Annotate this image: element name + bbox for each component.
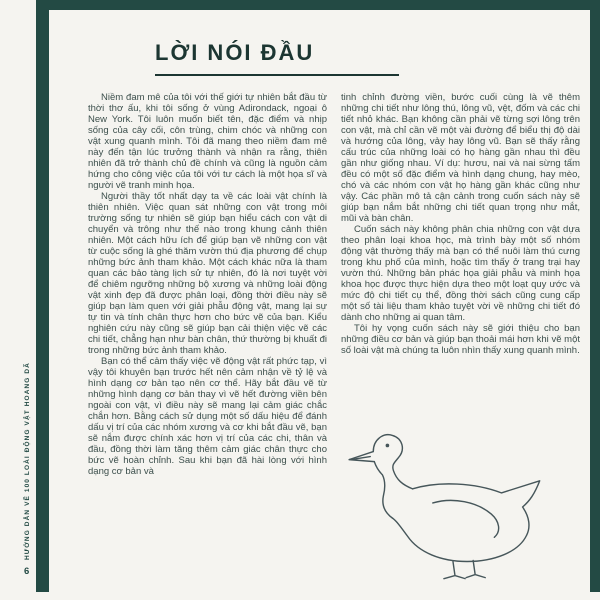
paragraph: Bạn có thể cảm thấy việc vẽ động vật rất phức tạp, vì vậy tôi khuyên bạn trước hết nên cảm nhận về tỷ lệ và hình dạng cơ bản tạo nên cơ thể. Hãy bắt đầu vẽ từ những hình dạng cơ bản thay vì vẽ hết đường viền bên ngoài con vật, vì điều này sẽ mang lại cảm giác chắc chắn hơn. Bằng cách sử dụng một số dấu hiệu để đánh dấu vị trí của các nhóm xương và cơ khi bắt đầu vẽ, bạn sẽ nắm được chính xác hơn vị trí của các chi, thân và đầu, đồng thời làm tăng thêm cảm giác chân thực cho bức vẽ hoàn chỉnh. Sau khi bạn đã hài lòng với hình dạng cơ bản và bbox=[88, 356, 327, 477]
paragraph: Tôi hy vọng cuốn sách này sẽ giới thiệu cho bạn những điều cơ bản và giúp bạn thoải mái hơn khi vẽ một số loài vật mà chúng ta luôn nhìn thấy xung quanh mình. bbox=[341, 323, 580, 356]
paragraph: Người thầy tốt nhất dạy ta về các loài vật chính là thiên nhiên. Việc quan sát những con vật trong môi trường sống tự nhiên sẽ giúp bạn hiểu cách con vật di chuyển và trông như thế nào trong khung cảnh thiên nhiên. Một cách hữu ích để giúp bạn vẽ những con vật từ cuộc sống là ghé thăm vườn thú địa phương để chụp những bức ảnh tham khảo. Một cách khác nữa là tham quan các bảo tàng lịch sử tự nhiên, đó là nơi tuyệt vời để chiêm ngưỡng những bộ xương và những loài động vật xinh đẹp đã được phân loại, đồng thời điều này sẽ giúp bạn làm quen với giải phẫu động vật, mang lại sự tự tin và tính chân thực hơn cho bức vẽ của bạn. Kiểu nghiên cứu này cũng sẽ giúp bạn cải thiện việc vẽ các chi tiết, chẳng hạn như bàn chân, thứ thường bị khuất đi trong những bức ảnh tham khảo. bbox=[88, 191, 327, 356]
spine-title: HƯỚNG DẪN VẼ 100 LOÀI ĐỘNG VẬT HOANG DÃ bbox=[24, 362, 31, 560]
left-column bbox=[88, 92, 327, 477]
top-border bbox=[36, 0, 600, 10]
page-number: 6 bbox=[24, 566, 30, 577]
title-block bbox=[155, 40, 399, 76]
duck-illustration bbox=[340, 424, 572, 586]
paragraph: tinh chỉnh đường viền, bước cuối cùng là vẽ thêm những chi tiết như lông thú, lông vũ, vệt, đốm và các chi tiết nhỏ khác. Bạn không cần phải vẽ từng sợi lông trên con vật, mà chỉ cần vẽ một vài đường để biểu thị độ dài và hướng của lông, vảy hay lông vũ. Bạn sẽ thấy rằng cấu trúc của những loài có họ hàng gần nhau thì đều gần như giống nhau. Ví dụ: hươu, nai và nai sừng tấm đều có một số đặc điểm và hình dạng chung, hay mèo, chó và các nhóm con vật họ hàng gần khác cũng như vậy. Các phần mô tả cận cảnh trong cuốn sách này sẽ giúp bạn nắm bắt những chi tiết quan trọng như mắt, mũi và bàn chân. bbox=[341, 92, 580, 224]
right-column bbox=[341, 92, 580, 477]
paragraph: Niềm đam mê của tôi với thế giới tự nhiên bắt đầu từ thời thơ ấu, khi tôi sống ở vùng Adirondack, ngoại ô New York. Tôi luôn muốn biết tên, đặc điểm và nhịp sống của cây cối, côn trùng, chim chóc và những con vật xung quanh mình. Tôi đã mang theo niềm đam mê này đến tận lúc trưởng thành và nhận ra rằng, thiên nhiên đã trở thành chủ đề chính và cũng là nguồn cảm hứng cho công việc của tôi với tư cách là một họa sĩ và người vẽ tranh minh họa. bbox=[88, 92, 327, 191]
right-border bbox=[590, 0, 600, 592]
paragraph: Cuốn sách này không phân chia những con vật dựa theo phân loại khoa học, mà trình bày một số nhóm động vật thường thấy mà bạn có thể nuôi làm thú cưng trong khu phố của mình, hoặc tìm thấy ở trang trại hay vườn thú. Những bản phác họa giải phẫu và minh họa khoa học được thực hiện dựa theo một loạt quy ước và mức độ chi tiết cụ thể, đồng thời sách cũng cung cấp một số tài liệu tham khảo tuyệt vời về những chi tiết đó dành cho những ai quan tâm. bbox=[341, 224, 580, 323]
text-columns bbox=[88, 92, 580, 477]
page-title: LỜI NÓI ĐẦU bbox=[155, 40, 315, 65]
title-rule bbox=[155, 74, 399, 76]
content-area bbox=[88, 40, 580, 477]
left-border bbox=[36, 0, 49, 592]
